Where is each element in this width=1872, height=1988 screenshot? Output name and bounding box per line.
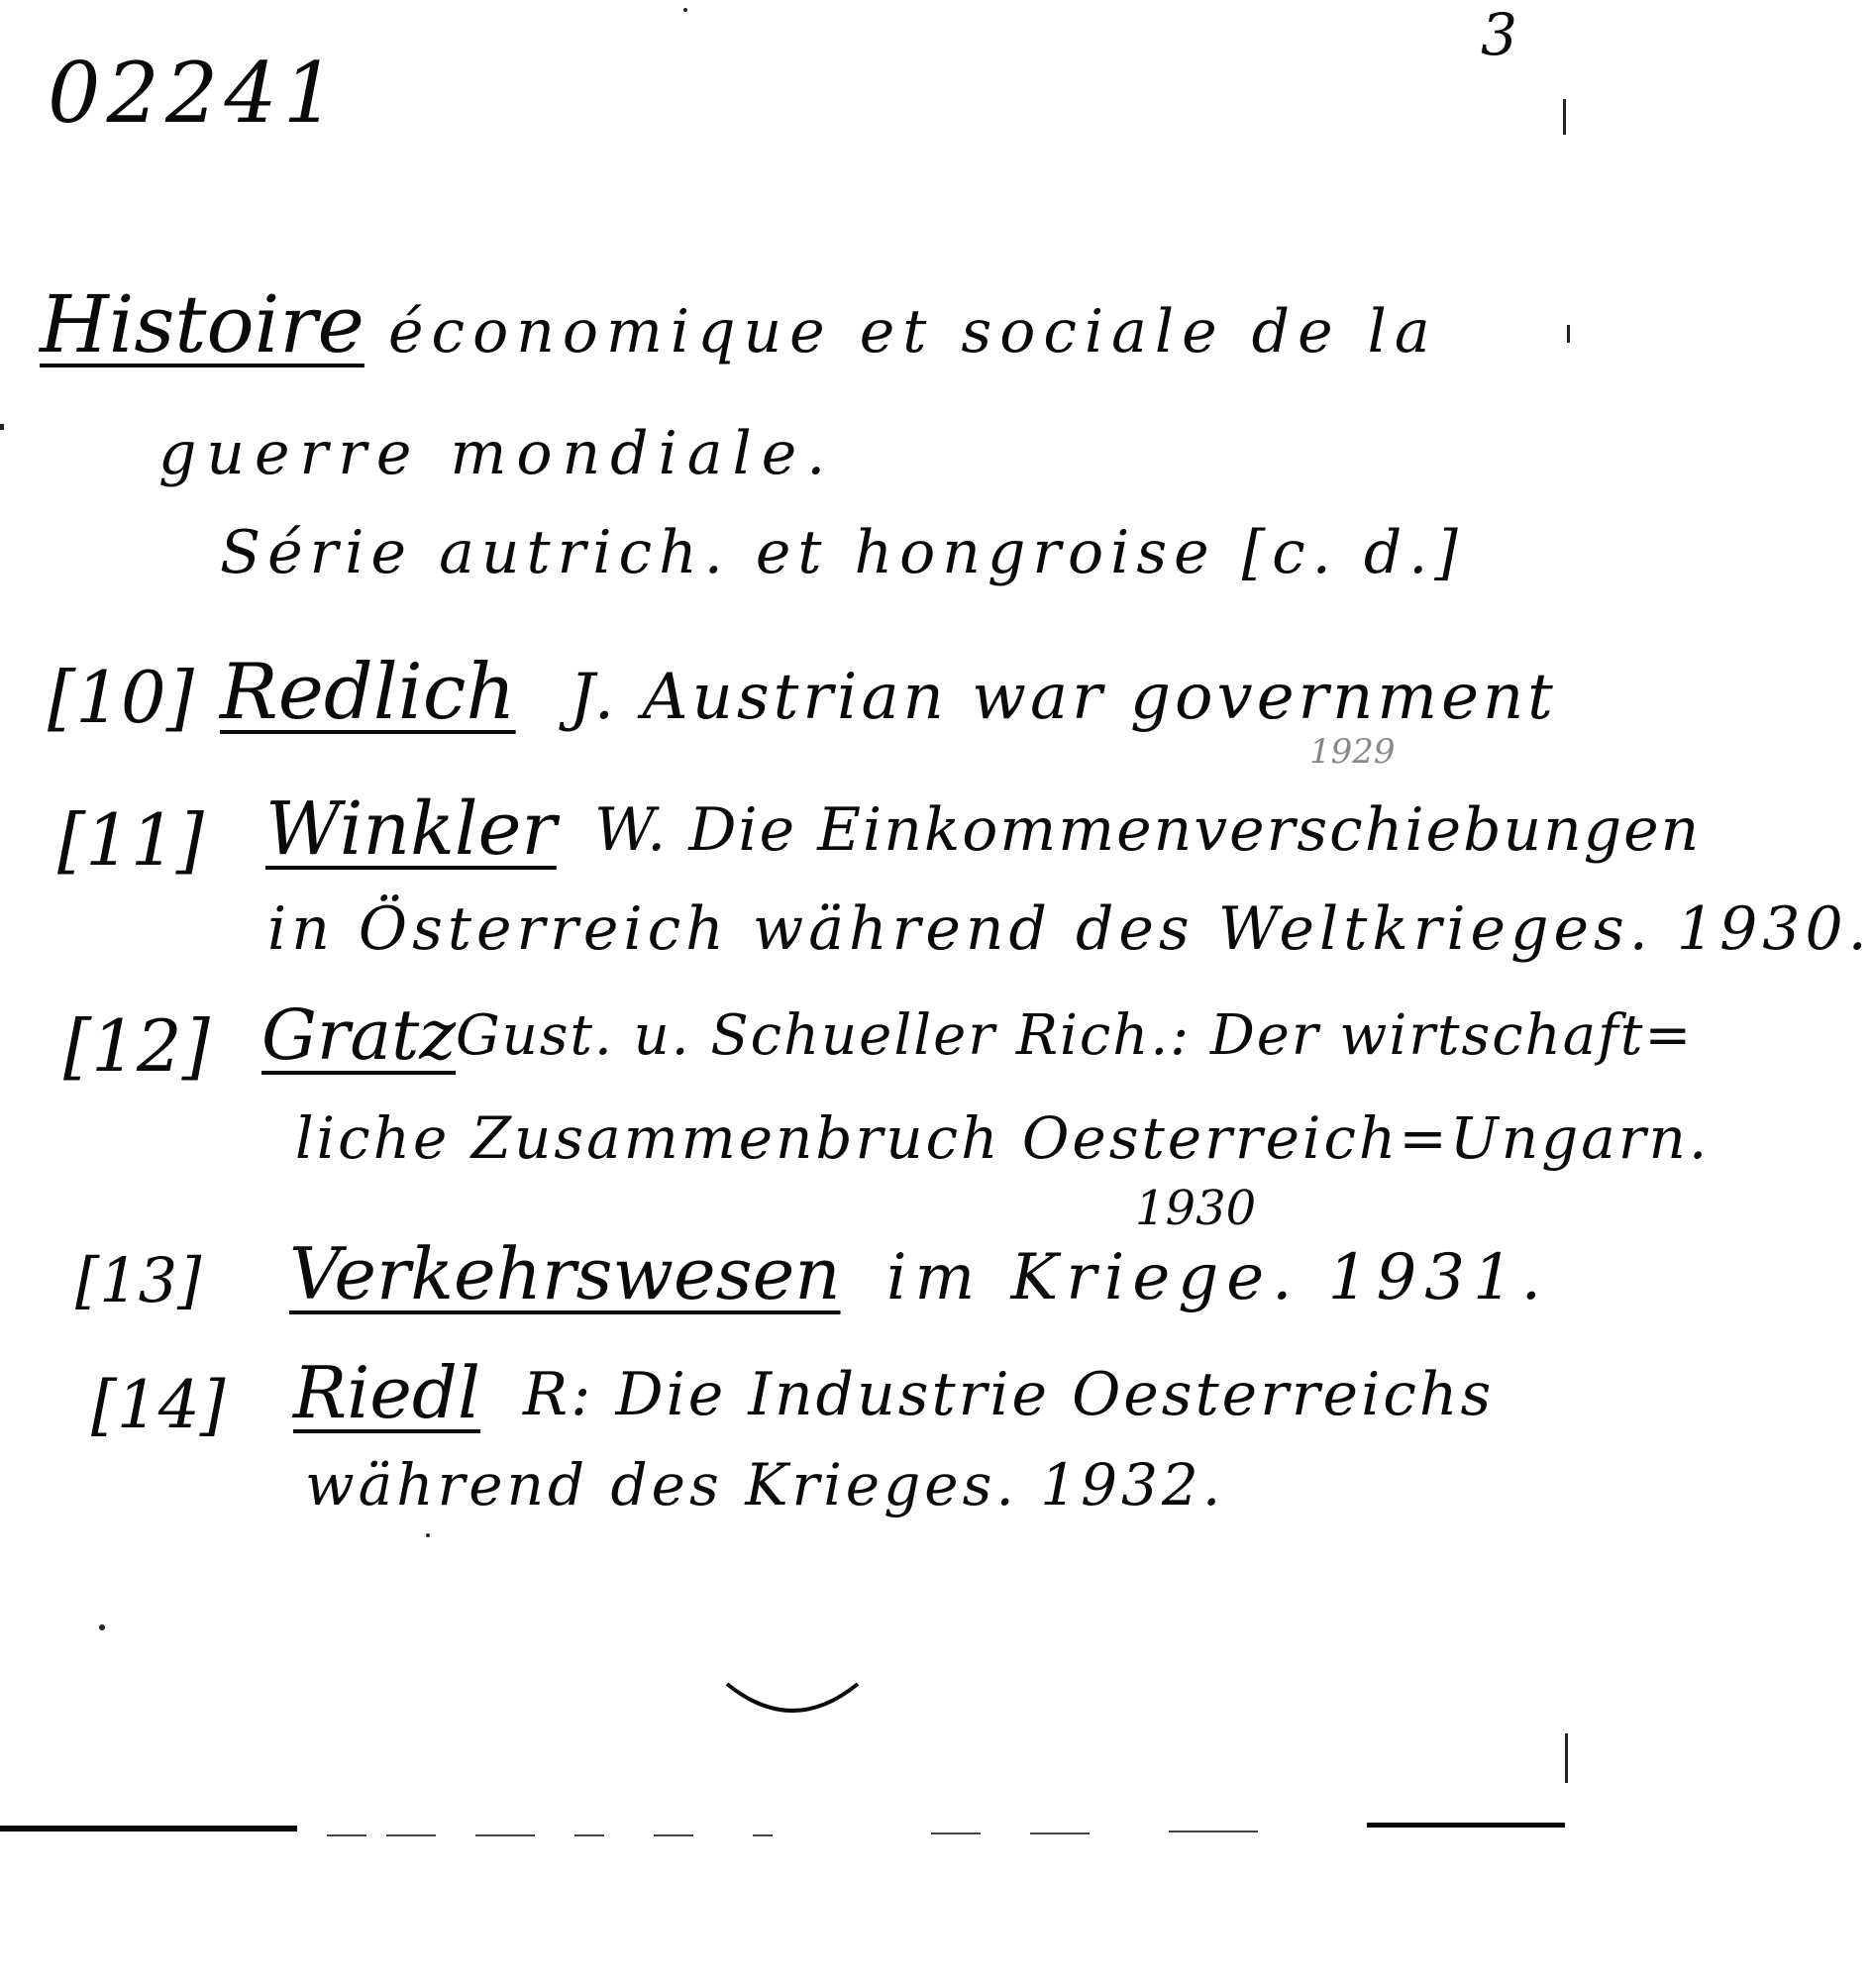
- bottom-edge-dash: [931, 1832, 981, 1834]
- speck: [0, 424, 4, 430]
- entry-author: Verkehrswesen: [289, 1232, 841, 1315]
- bottom-edge-dash: [327, 1834, 366, 1836]
- bottom-edge-dash: [1169, 1831, 1258, 1832]
- title-underlined: Histoire: [40, 278, 364, 370]
- entry-author: Riedl: [293, 1351, 480, 1434]
- card-hole-arc: [723, 1678, 862, 1727]
- entry-text: im Kriege. 1931.: [886, 1241, 1549, 1314]
- entry-line-2: in Österreich während des Weltkrieges. 1930.: [267, 894, 1872, 964]
- speck: [426, 1533, 430, 1537]
- page-number: 3: [1481, 1, 1517, 68]
- entry-year: 1930: [1135, 1181, 1257, 1236]
- speck: [683, 8, 687, 12]
- entry-number: [13]: [75, 1244, 202, 1316]
- entry-author: Gratz: [261, 994, 457, 1076]
- bottom-edge-left: [0, 1826, 297, 1831]
- entry-line-2: liche Zusammenbruch Oesterreich=Ungarn.: [295, 1104, 1711, 1172]
- card-number: 02241: [48, 45, 343, 142]
- edge-mark: [1563, 99, 1566, 135]
- entry-author: Winkler: [265, 786, 557, 872]
- edge-mark: [1567, 325, 1570, 343]
- title-line-3: Série autrich. et hongroise [c. d.]: [220, 518, 1465, 587]
- title-line-2: guerre mondiale.: [158, 419, 836, 488]
- bottom-edge-right: [1367, 1823, 1565, 1828]
- bottom-edge-dash: [475, 1834, 535, 1836]
- entry-text: J. Austrian war government: [570, 661, 1557, 734]
- speck: [99, 1624, 105, 1630]
- entry-text: W. Die Einkommenverschiebungen: [594, 795, 1702, 865]
- bottom-edge-dash: [1030, 1832, 1090, 1834]
- entry-number: [14]: [91, 1367, 226, 1443]
- bottom-edge-dash: [654, 1834, 693, 1836]
- title-rest: économique et sociale de la: [388, 297, 1438, 366]
- entry-number: [12]: [63, 1004, 210, 1088]
- entry-text: R: Die Industrie Oesterreichs: [523, 1360, 1495, 1429]
- edge-mark: [1565, 1733, 1568, 1783]
- entry-text: Gust. u. Schueller Rich.: Der wirtschaft=: [456, 1003, 1694, 1068]
- entry-number: [11]: [57, 798, 204, 882]
- entry-number: [10]: [48, 656, 194, 739]
- bottom-edge-dash: [386, 1834, 436, 1836]
- bottom-edge-dash: [574, 1834, 604, 1836]
- entry-year-faint: 1929: [1309, 732, 1396, 772]
- bottom-edge-dash: [753, 1834, 773, 1836]
- entry-author: Redlich: [220, 648, 516, 737]
- entry-line-2: während des Krieges. 1932.: [305, 1451, 1225, 1518]
